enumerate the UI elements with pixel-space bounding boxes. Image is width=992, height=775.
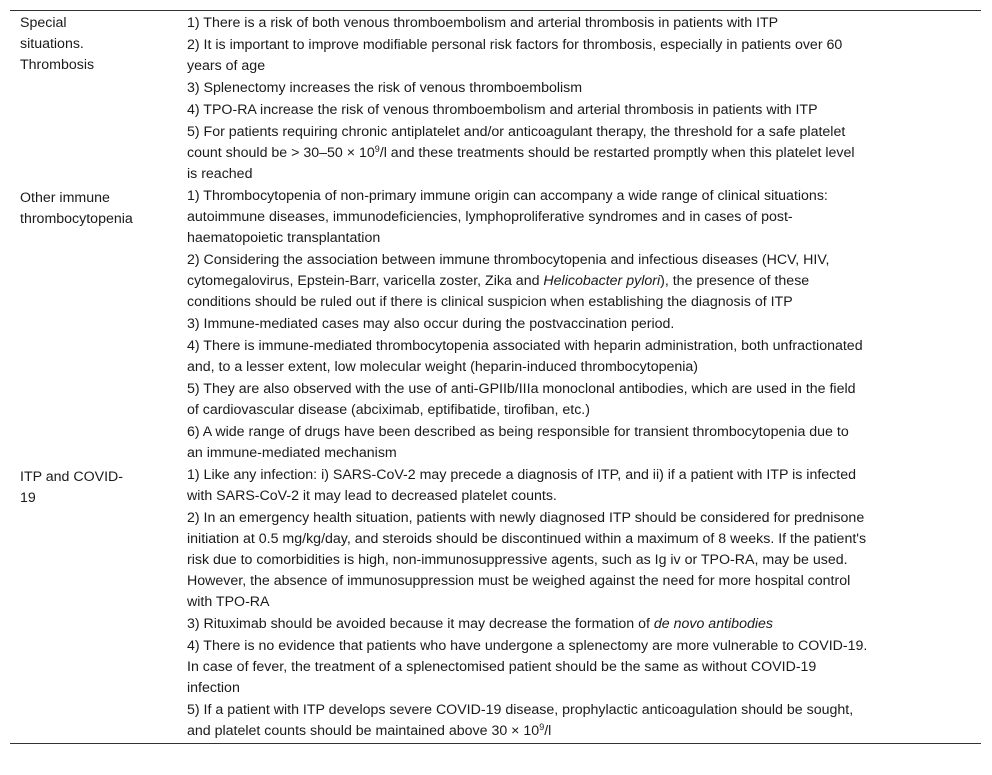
recommendation-item: 6) A wide range of drugs have been described as being responsible for transient thrombocytopenia due to an immune-mediated mechanism (187, 424, 849, 461)
recommendation-item: 2) In an emergency health situation, patients with newly diagnosed ITP should be considered for prednisone initiation at 0.5 mg/kg/day, and steroids should be discontinued within a maximum of 8 weeks. If the patient's risk due to comorbidities is high, non-immunosuppressive agents, such as Ig iv or TPO-RA, may be used. However, the absence of immunosuppression must be weighed against the need for more hospital control with TPO-RA (187, 510, 867, 610)
section-label: Other immune thrombocytopenia (20, 190, 133, 227)
recommendation-item: 5) They are also observed with the use of anti-GPIIb/IIIa monoclonal antibodies, which are used in the field of cardiovascular disease (abciximab, eptifibatide, tirofiban, etc.) (187, 381, 856, 418)
recommendation-item: 3) Immune-mediated cases may also occur during the postvaccination period. (187, 316, 675, 332)
recommendation-item: 3) Rituximab should be avoided because it may decrease the formation of de novo antibodies (187, 616, 773, 632)
recommendation-item: 1) Like any infection: i) SARS-CoV-2 may precede a diagnosis of ITP, and ii) if a patient with ITP is infected with SARS-CoV-2 it may lead to decreased platelet counts. (187, 467, 856, 504)
recommendation-item: 3) Splenectomy increases the risk of venous thromboembolism (187, 80, 583, 96)
recommendation-item: 5) For patients requiring chronic antiplatelet and/or anticoagulant therapy, the threshold for a safe platelet count should be > $30-50 \times 10^9/l$ and these treatments should be restarted promptly when this platelet level is reached (187, 124, 855, 182)
table-row (10, 186, 981, 250)
recommendations-table-container (10, 10, 981, 744)
recommendation-item: 1) There is a risk of both venous thromboembolism and arterial thrombosis in patients with ITP (187, 15, 779, 31)
recommendation-item: 4) TPO-RA increase the risk of venous thromboembolism and arterial thrombosis in patients with ITP (187, 102, 818, 118)
recommendation-item: 4) There is immune-mediated thrombocytopenia associated with heparin administration, both unfractionated and, to a lesser extent, low molecular weight (heparin-induced thrombocytopenia) (187, 338, 863, 375)
recommendations-table (10, 10, 981, 744)
recommendation-item: 2) Considering the association between immune thrombocytopenia and infectious diseases (HCV, HIV, cytomegalovirus, Epstein-Barr, varicella zoster, Zika and Helicobacter pylori), the presence of these conditions should be ruled out if there is clinical suspicion when establishing the diagnosis of ITP (187, 252, 830, 310)
recommendation-item: 4) There is no evidence that patients who have undergone a splenectomy are more vulnerable to COVID-19. In case of fever, the treatment of a splenectomised patient should be the same as without COVID-19 infection (187, 638, 868, 696)
recommendation-item: 5) If a patient with ITP develops severe COVID-19 disease, prophylactic anticoagulation should be sought, and platelet counts should be maintained above $30 \times 10^9/l$ (187, 702, 854, 739)
section-label: ITP and COVID- 19 (20, 469, 124, 506)
table-row (10, 465, 981, 508)
table-row (10, 11, 981, 36)
recommendation-item: 2) It is important to improve modifiable personal risk factors for thrombosis, especially in patients over 60 years of age (187, 37, 843, 74)
recommendation-item: 1) Thrombocytopenia of non-primary immune origin can accompany a wide range of clinical situations: autoimmune diseases, immunodeficiencies, lymphoproliferative syndromes and in cases of post- haematopoietic transplantation (187, 188, 828, 246)
section-label: Special situations. Thrombosis (20, 15, 95, 73)
